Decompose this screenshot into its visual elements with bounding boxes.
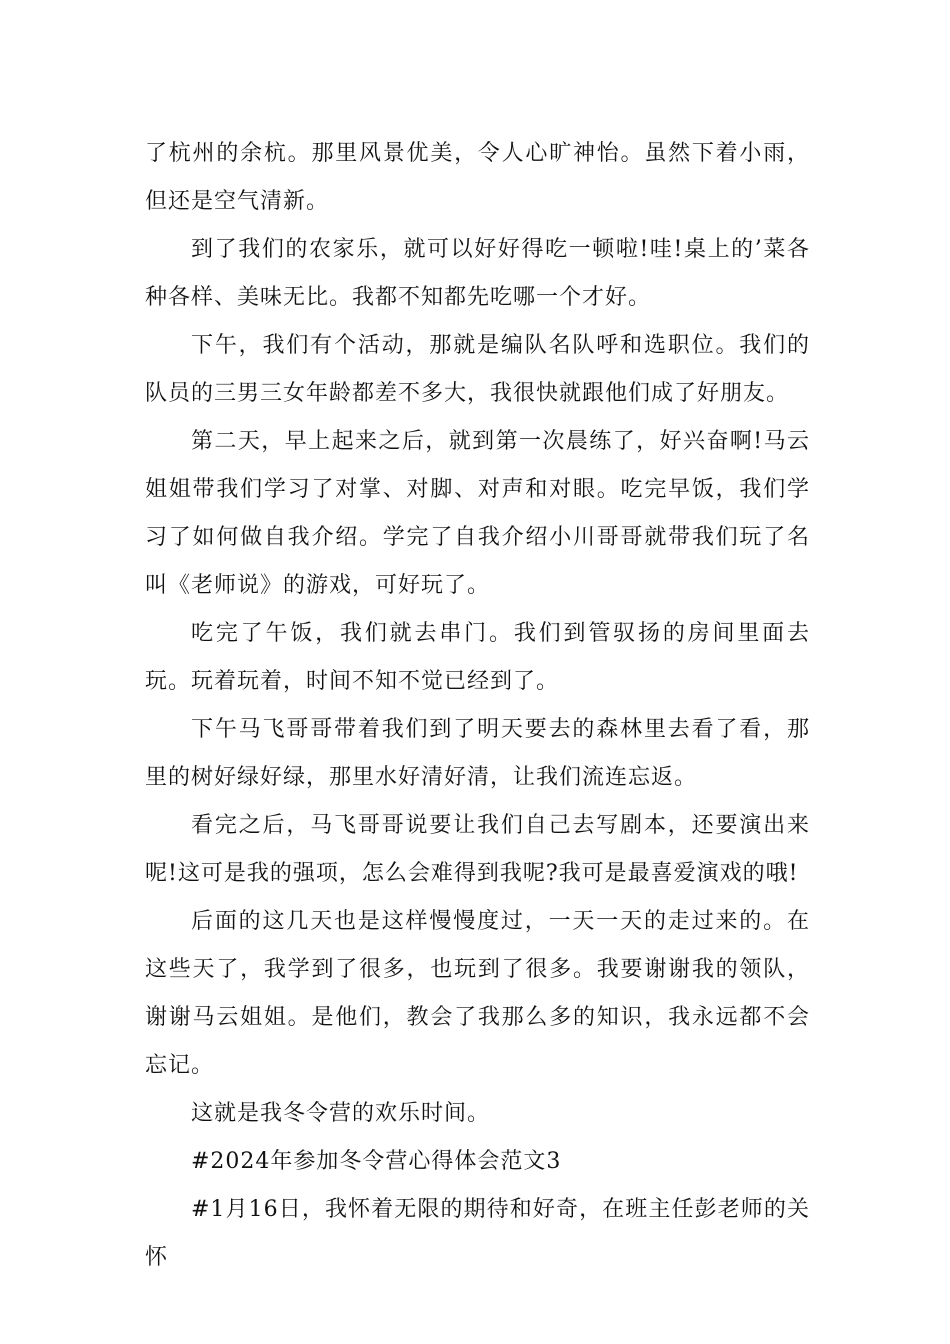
paragraph: 下午马飞哥哥带着我们到了明天要去的森林里去看了看，那里的树好绿好绿，那里水好清好清，让我们流连忘返。 — [145, 717, 810, 790]
paragraph: 下午，我们有个活动，那就是编队名队呼和选职位。我们的队员的三男三女年龄都差不多大，我很快就跟他们成了好朋友。 — [145, 333, 810, 406]
paragraph: #1月16日，我怀着无限的期待和好奇，在班主任彭老师的关怀 — [145, 1197, 810, 1270]
paragraph: 第二天，早上起来之后，就到第一次晨练了，好兴奋啊!马云姐姐带我们学习了对掌、对脚、对声和对眼。吃完早饭，我们学习了如何做自我介绍。学完了自我介绍小川哥哥就带我们玩了名叫《老师说》的游戏，可好玩了。 — [145, 429, 810, 598]
paragraph: 到了我们的农家乐，就可以好好得吃一顿啦!哇!桌上的’菜各种各样、美味无比。我都不知都先吃哪一个才好。 — [145, 237, 810, 310]
document-body — [145, 130, 810, 1282]
paragraph: 这就是我冬令营的欢乐时间。 — [191, 1101, 491, 1126]
paragraph: 吃完了午饭，我们就去串门。我们到管驭扬的房间里面去玩。玩着玩着，时间不知不觉已经到了。 — [145, 621, 810, 694]
paragraph: 看完之后，马飞哥哥说要让我们自己去写剧本，还要演出来呢!这可是我的强项，怎么会难得到我呢?我可是最喜爱演戏的哦! — [145, 813, 810, 886]
paragraph: 后面的这几天也是这样慢慢度过，一天一天的走过来的。在这些天了，我学到了很多，也玩到了很多。我要谢谢我的领队，谢谢马云姐姐。是他们，教会了我那么多的知识，我永远都不会忘记。 — [145, 909, 810, 1078]
section-heading: #2024年参加冬令营心得体会范文3 — [191, 1149, 562, 1174]
paragraph: 了杭州的余杭。那里风景优美，令人心旷神怡。虽然下着小雨，但还是空气清新。 — [145, 141, 810, 214]
